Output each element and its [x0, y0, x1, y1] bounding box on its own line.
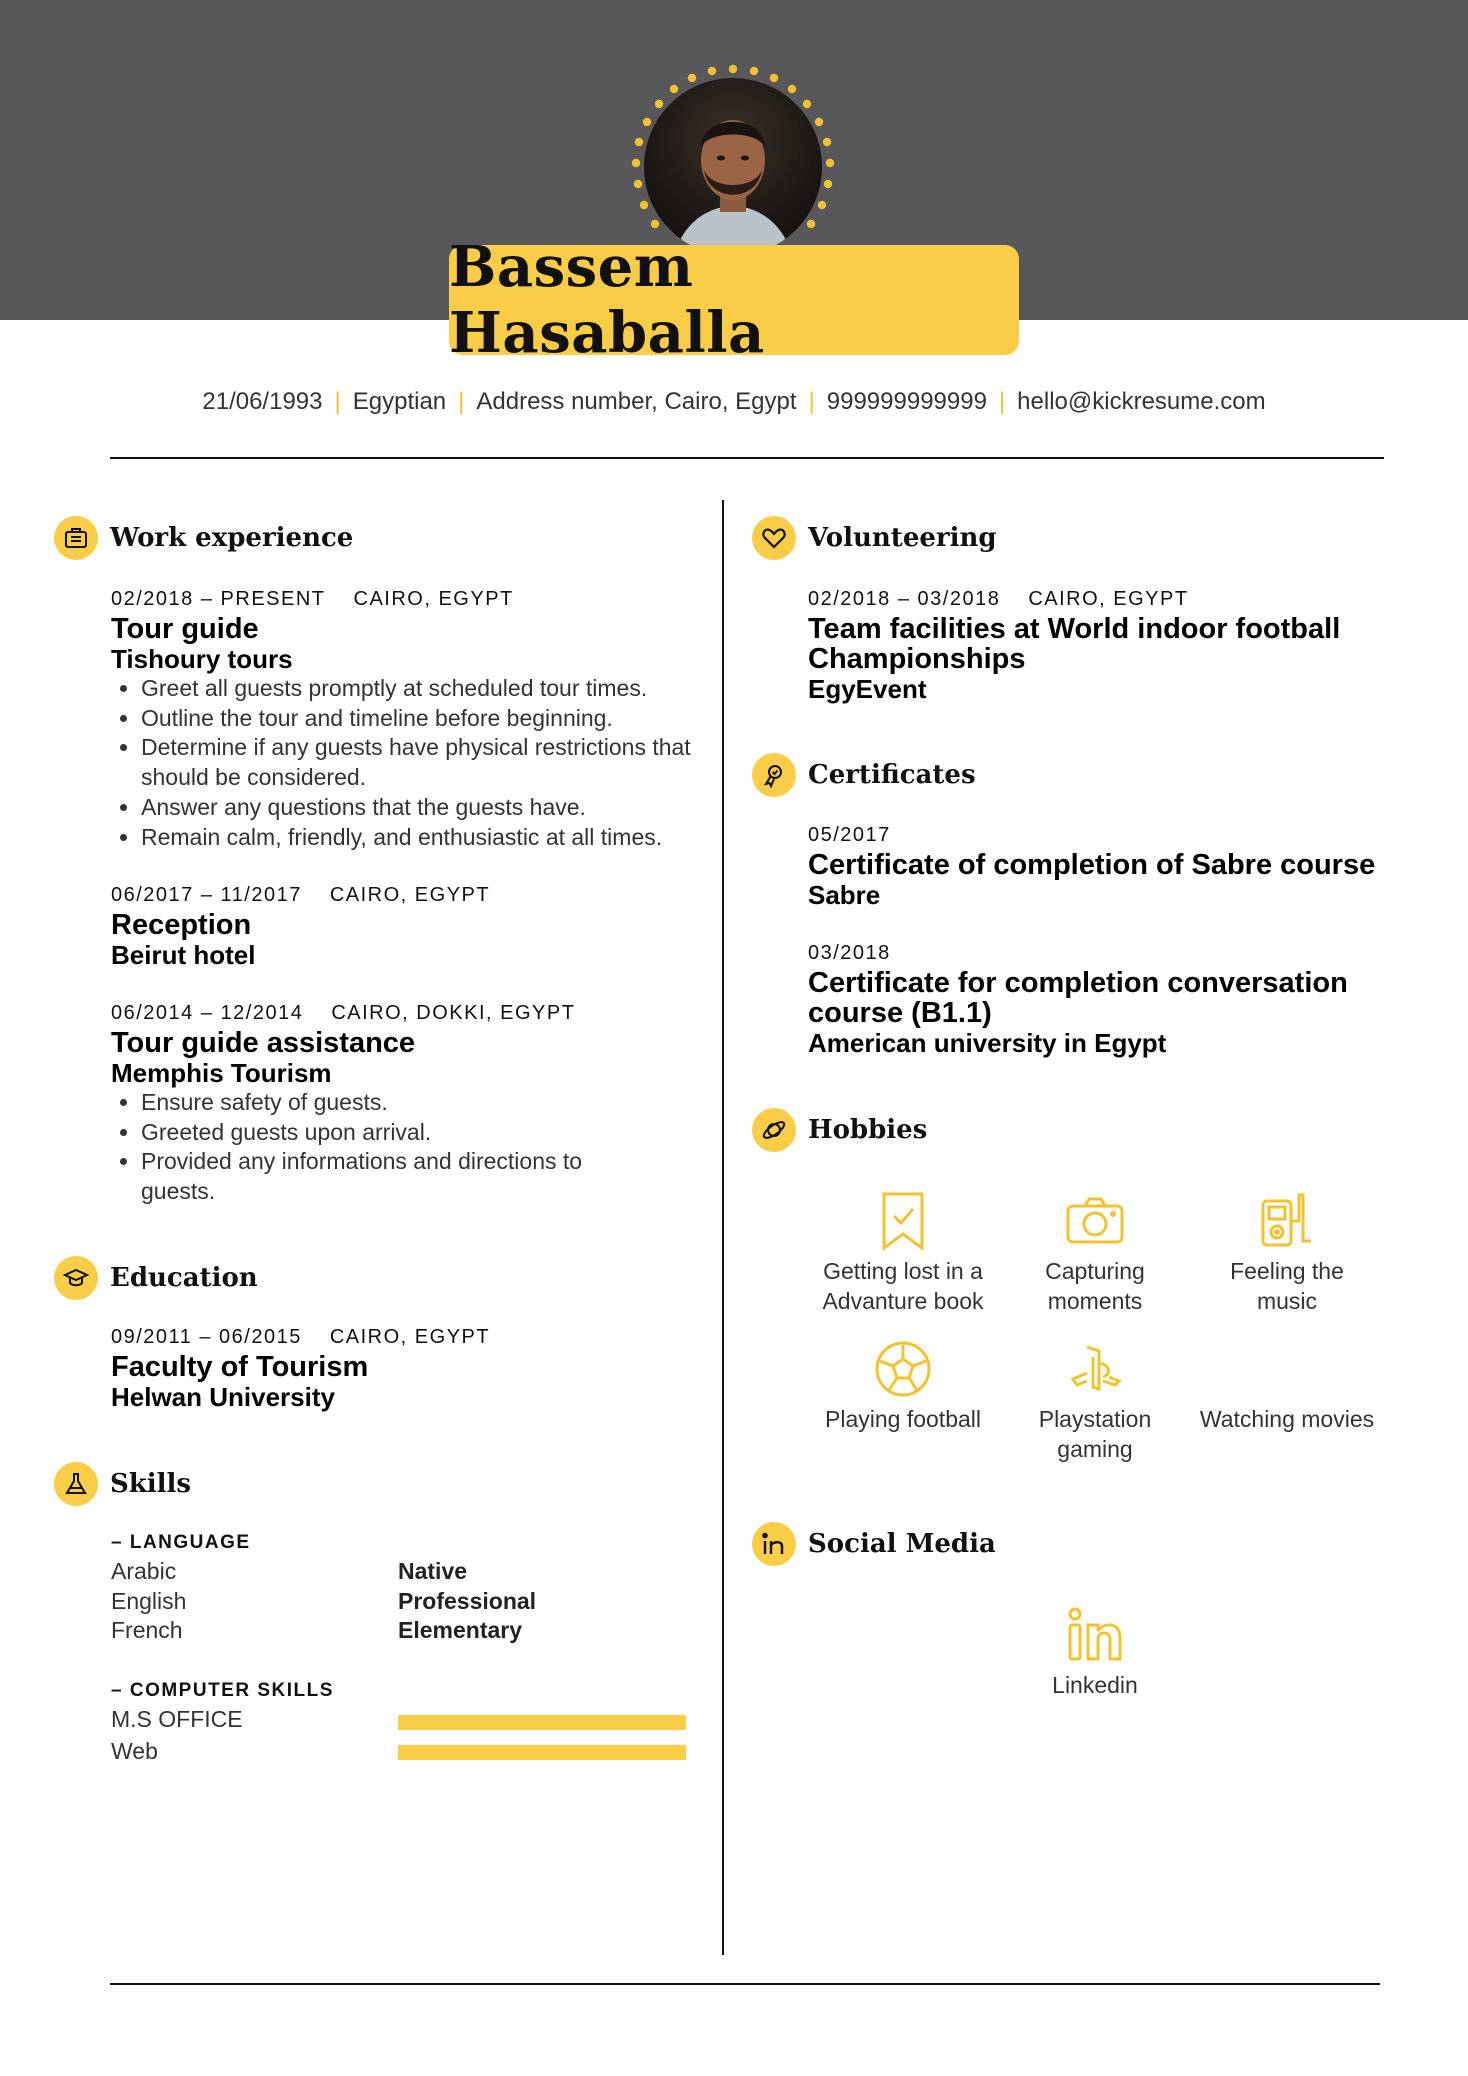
hobby-item [1187, 1334, 1387, 1434]
hobbies-section-title: Hobbies [808, 1115, 928, 1145]
hobby-label: Capturing moments [1045, 1258, 1145, 1314]
volunteering-org: EgyEvent [808, 674, 927, 704]
job-duty: • Answer any questions that the guests have. [141, 793, 711, 823]
contact-line [0, 388, 1468, 416]
planet-icon [752, 1108, 796, 1152]
job-duty: • Greet all guests promptly at scheduled tour times. [141, 674, 711, 704]
volunteering-dates: 02/2018 – 03/2018 [808, 588, 1001, 610]
job-title: Tour guide assistance [111, 1027, 416, 1059]
certificates-section-title: Certificates [808, 760, 976, 790]
linkedin-badge-icon [752, 1522, 796, 1566]
volunteering-entry [808, 584, 1388, 704]
job-location: CAIRO, EGYPT [329, 884, 491, 906]
job-duties [111, 1088, 641, 1207]
certificate-name: Certificate for completion conversation course (B1.1) [808, 967, 1348, 1029]
language-label: – LANGUAGE [111, 1532, 251, 1553]
football-icon [803, 1334, 1003, 1404]
job-dates: 06/2014 – 12/2014 [111, 1002, 304, 1024]
computer-skill-name: Web [111, 1738, 158, 1764]
education-location: CAIRO, EGYPT [329, 1326, 491, 1348]
job-duty: • Remain calm, friendly, and enthusiastic at all times. [141, 823, 711, 853]
briefcase-icon [54, 516, 98, 560]
certificate-date: 03/2018 [808, 942, 891, 964]
candidate-name: Bassem Hasaballa [449, 234, 765, 366]
skills-section-title: Skills [110, 1469, 192, 1499]
education-school: Helwan University [111, 1382, 335, 1412]
skills-section-header [54, 1462, 191, 1506]
bottom-divider [110, 1983, 1380, 1985]
certificate-name: Certificate of completion of Sabre course [808, 849, 1376, 881]
address: Address number, Cairo, Egypt [476, 388, 797, 415]
certificate-issuer: American university in Egypt [808, 1028, 1167, 1058]
computer-skill-bar [398, 1715, 686, 1730]
bookmark-icon [803, 1186, 1003, 1256]
job-company: Memphis Tourism [111, 1058, 332, 1088]
job-location: CAIRO, DOKKI, EGYPT [331, 1002, 576, 1024]
job-duty: • Determine if any guests have physical restrictions that should be considered. [141, 733, 711, 792]
hobby-item [1187, 1186, 1387, 1316]
linkedin-icon[interactable] [995, 1600, 1195, 1670]
hobby-item [803, 1186, 1003, 1316]
job-dates: 06/2017 – 11/2017 [111, 884, 302, 906]
job-duties [111, 674, 711, 852]
job-title: Tour guide [111, 613, 259, 645]
hobby-label: Playstation gaming [1038, 1406, 1152, 1462]
job-duty: • Ensure safety of guests. [141, 1088, 641, 1118]
nationality: Egyptian [352, 388, 447, 415]
computer-skill-bar [398, 1745, 686, 1760]
job-duty: • Provided any informations and directions to guests. [141, 1147, 641, 1206]
heart-icon [752, 516, 796, 560]
social-section-title: Social Media [808, 1529, 996, 1559]
education-section-header [54, 1256, 258, 1300]
music-player-icon [1187, 1186, 1387, 1256]
social-link-label[interactable]: Linkedin [1052, 1672, 1138, 1698]
job-company: Beirut hotel [111, 940, 256, 970]
social-section-header [752, 1522, 996, 1566]
certificate-entry [808, 938, 1388, 1058]
job-company: Tishoury tours [111, 644, 293, 674]
volunteering-location: CAIRO, EGYPT [1028, 588, 1189, 610]
hobby-item [803, 1334, 1003, 1434]
separator: | [458, 388, 465, 415]
name-plate [449, 234, 1019, 366]
job-duty: • Greeted guests upon arrival. [141, 1118, 641, 1148]
social-link[interactable] [995, 1600, 1195, 1700]
camera-icon [995, 1186, 1195, 1256]
flask-icon [54, 1462, 98, 1506]
volunteering-section-title: Volunteering [808, 523, 997, 553]
birth-date: 21/06/1993 [202, 388, 323, 415]
hobbies-section-header [752, 1108, 927, 1152]
hobby-label: Playing football [825, 1406, 981, 1432]
hobby-item [995, 1186, 1195, 1316]
job-entry [111, 584, 711, 852]
language-level: Elementary [398, 1617, 523, 1643]
work-section-title: Work experience [110, 523, 354, 553]
phone-number[interactable]: 999999999999 [826, 388, 987, 415]
education-dates: 09/2011 – 06/2015 [111, 1326, 302, 1348]
avatar [644, 78, 822, 256]
award-icon [752, 753, 796, 797]
job-entry [111, 880, 711, 970]
certificate-issuer: Sabre [808, 880, 881, 910]
hobby-label: Getting lost in a Advanture book [822, 1258, 984, 1314]
column-divider [722, 500, 724, 1955]
job-location: CAIRO, EGYPT [353, 588, 514, 610]
certificate-entry [808, 820, 1388, 910]
graduation-cap-icon [54, 1256, 98, 1300]
language-name: English [111, 1588, 187, 1614]
education-section-title: Education [110, 1263, 258, 1293]
certificates-section-header [752, 753, 976, 797]
computer-skill-name: M.S OFFICE [111, 1706, 243, 1732]
language-name: French [111, 1617, 183, 1643]
language-level: Native [398, 1558, 468, 1584]
job-entry [111, 998, 711, 1207]
work-section-header [54, 516, 353, 560]
language-name: Arabic [111, 1558, 177, 1584]
separator: | [998, 388, 1006, 415]
blank-icon [1187, 1334, 1387, 1404]
education-entry [111, 1322, 711, 1412]
job-duty: • Outline the tour and timeline before beginning. [141, 704, 711, 734]
hobby-label: Feeling the music [1230, 1258, 1344, 1314]
hobby-item [995, 1334, 1195, 1464]
top-divider [110, 457, 1384, 459]
education-degree: Faculty of Tourism [111, 1351, 369, 1383]
job-dates: 02/2018 – PRESENT [111, 588, 326, 610]
job-title: Reception [111, 909, 252, 941]
playstation-icon [995, 1334, 1195, 1404]
certificate-date: 05/2017 [808, 824, 891, 846]
email-link[interactable]: hello@kickresume.com [1017, 388, 1266, 415]
volunteering-section-header [752, 516, 997, 560]
separator: | [808, 388, 815, 415]
computer-skills-label: – COMPUTER SKILLS [111, 1680, 334, 1701]
separator: | [334, 388, 341, 415]
hobby-label: Watching movies [1199, 1406, 1375, 1432]
language-level: Professional [398, 1588, 537, 1614]
volunteering-role: Team facilities at World indoor football Championships [808, 613, 1341, 675]
